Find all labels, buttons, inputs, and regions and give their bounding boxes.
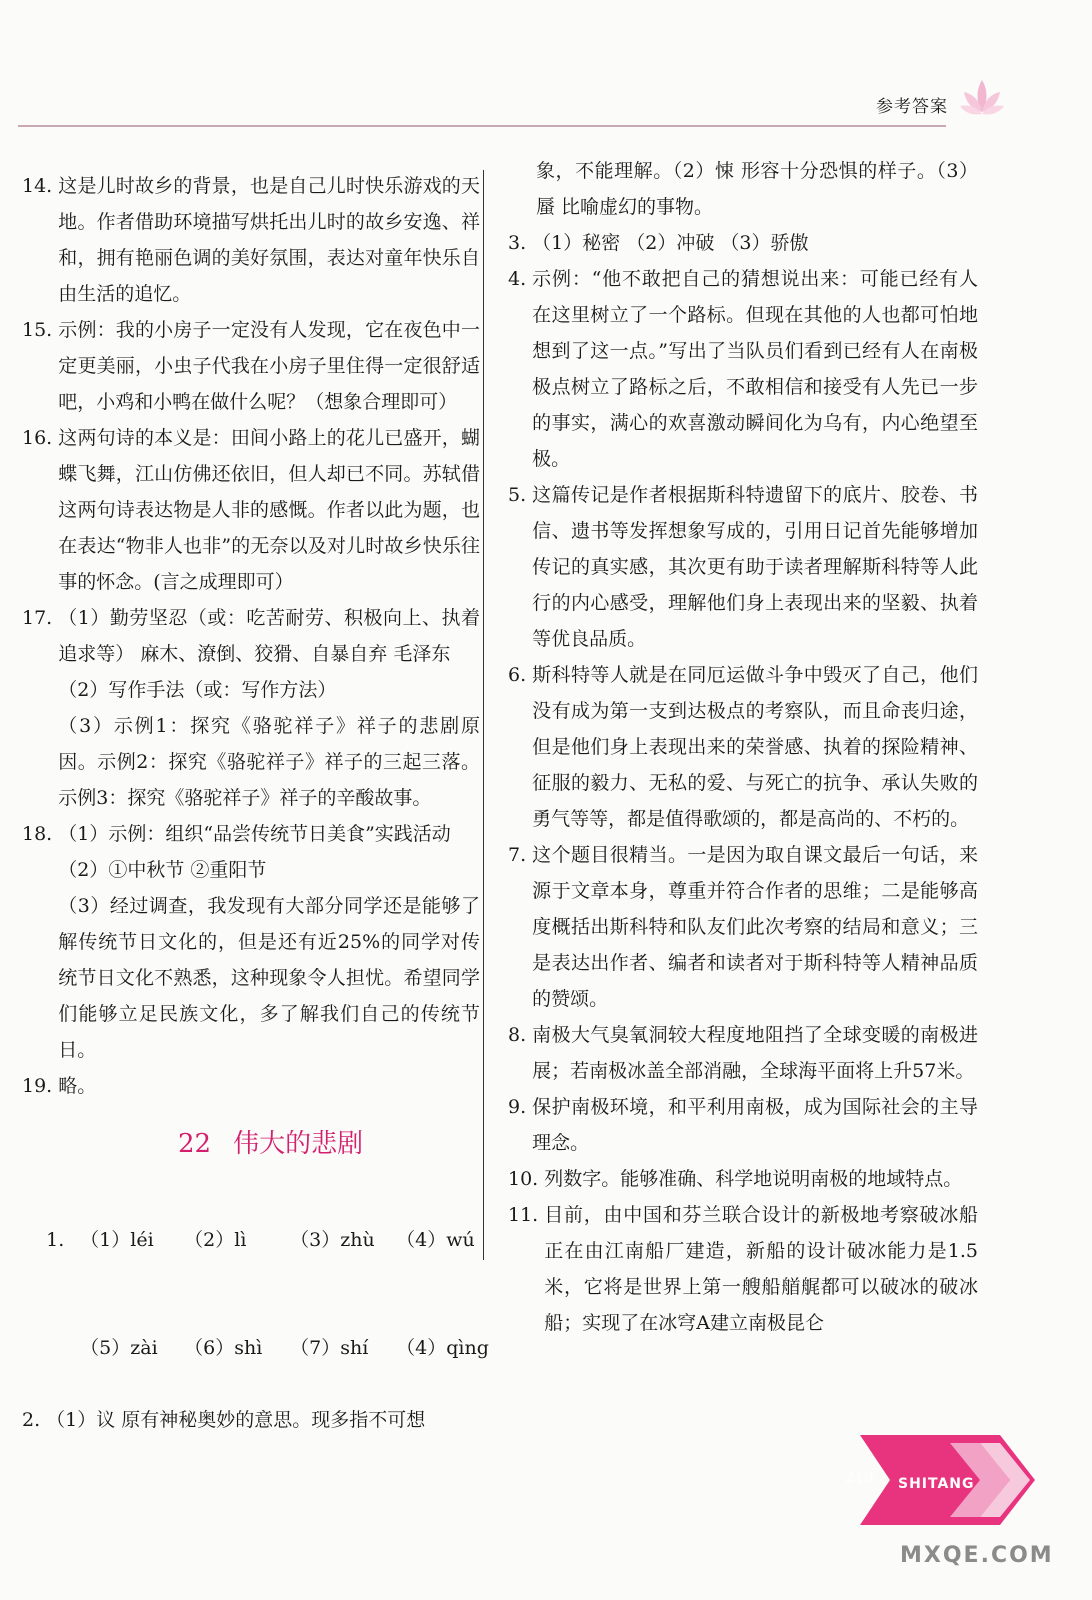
section-number: 22 — [178, 1129, 212, 1159]
answer-number: 16. — [22, 427, 59, 449]
answer-number: 18. — [22, 823, 59, 845]
answer-item-2 — [22, 1402, 480, 1438]
page-number: 219 — [845, 1468, 874, 1486]
pinyin-cell: （5）zài — [80, 1337, 158, 1359]
answer-text: 这个题目很精当。一是因为取自课文最后一句话，来源于文章本身，尊重并符合作者的思维；二是能够高度概括出斯科特和队友们此次考察的结局和意义；三是表达出作者、编者和读者对于斯科特等人精神品质的赞颂。 — [532, 844, 978, 1010]
answer-number: 9. — [508, 1096, 533, 1118]
answer-number: 7. — [508, 844, 533, 866]
pinyin-cell: （3）zhù — [290, 1229, 375, 1251]
section-title: 伟大的悲剧 — [233, 1129, 364, 1159]
answer-text: 列数字。能够准确、科学地说明南极的地域特点。 — [544, 1168, 963, 1190]
answer-item-5 — [508, 477, 978, 657]
answer-text: （3）经过调查，我发现有大部分同学还是能够了解传统节日文化的，但是还有近25%的同学对传统节日文化不熟悉，这种现象令人担忧。希望同学们能够立足民族文化，多了解我们自己的传统节日。 — [58, 895, 480, 1061]
answer-text: （2）写作手法（或：写作方法） — [58, 679, 337, 701]
pinyin-cell: （6）shì — [184, 1337, 263, 1359]
answer-number: 19. — [22, 1075, 59, 1097]
answer-item-4 — [508, 261, 978, 477]
answer-item-9 — [508, 1089, 978, 1161]
lotus-icon — [958, 76, 1006, 120]
answer-item-3 — [508, 225, 978, 261]
answer-text: 这篇传记是作者根据斯科特遗留下的底片、胶卷、书信、遗书等发挥想象写成的，引用日记首先能够增加传记的真实感，其次更有助于读者理解斯科特等人此行的内心感受，理解他们身上表现出来的坚毅、执着等优良品质。 — [532, 484, 978, 650]
answer-item-18 — [22, 816, 480, 1068]
left-column — [22, 168, 489, 1438]
pinyin-row — [22, 1294, 489, 1402]
answer-text: （1）议 原有神秘奥妙的意思。现多指不可想 — [46, 1409, 426, 1431]
answer-number: 6. — [508, 664, 533, 686]
answer-text: （3）示例1：探究《骆驼祥子》祥子的悲剧原因。示例2：探究《骆驼祥子》祥子的三起三落。示例3：探究《骆驼祥子》祥子的辛酸故事。 — [58, 715, 480, 809]
answer-number: 14. — [22, 175, 59, 197]
pinyin-cell: （2）lì — [184, 1229, 247, 1251]
answer-number: 15. — [22, 319, 59, 341]
pinyin-row — [22, 1186, 480, 1294]
answer-item-10 — [508, 1161, 978, 1197]
answer-text: 目前，由中国和芬兰联合设计的新极地考察破冰船正在由江南船厂建造，新船的设计破冰能力是1.5米，它将是世界上第一艘船艏艉都可以破冰的破冰船；实现了在冰穹A建立南极昆仑 — [544, 1204, 978, 1334]
answer-text: （1）秘密 （2）冲破 （3）骄傲 — [532, 232, 809, 254]
pinyin-cell: （1）léi — [80, 1229, 154, 1251]
answer-item-6 — [508, 657, 978, 837]
answer-item-2-continued — [508, 153, 978, 225]
header-rule — [18, 125, 946, 127]
answer-text: 象，不能理解。（2）悚 形容十分恐惧的样子。（3）蜃 比喻虚幻的事物。 — [536, 160, 978, 218]
answer-number: 8. — [508, 1024, 533, 1046]
answer-text: 示例：“他不敢把自己的猜想说出来：可能已经有人在这里树立了一个路标。但现在其他的人也都可怕地想到了这一点。”写出了当队员们看到已经有人在南极极点树立了路标之后，不敢相信和接受有人先已一步的事实，满心的欢喜激动瞬间化为乌有，内心绝望至极。 — [532, 268, 978, 470]
answer-text: 这是儿时故乡的背景，也是自己儿时快乐游戏的天地。作者借助环境描写烘托出儿时的故乡安逸、祥和，拥有艳丽色调的美好氛围，表达对童年快乐自由生活的追忆。 — [58, 175, 480, 305]
column-divider — [483, 170, 484, 1260]
answer-text: 斯科特等人就是在同厄运做斗争中毁灭了自己，他们没有成为第一支到达极点的考察队，而且命丧归途，但是他们身上表现出来的荣誉感、执着的探险精神、征服的毅力、无私的爱、与死亡的抗争、承认失败的勇气等等，都是值得歌颂的，都是高尚的、不朽的。 — [532, 664, 978, 830]
answer-number: 3. — [508, 232, 533, 254]
answer-item-7 — [508, 837, 978, 1017]
pinyin-cell: （7）shí — [290, 1337, 369, 1359]
pinyin-cell: （4）wú — [396, 1229, 475, 1251]
pinyin-cell: （4）qìng — [396, 1337, 489, 1359]
answer-text: （1）示例：组织“品尝传统节日美食”实践活动 — [58, 823, 451, 845]
answer-item-11 — [508, 1197, 978, 1341]
answer-text: 南极大气臭氧洞较大程度地阻挡了全球变暖的南极进展；若南极冰盖全部消融，全球海平面将上升57米。 — [532, 1024, 978, 1082]
answer-item-16 — [22, 420, 480, 600]
answer-text: 示例：我的小房子一定没有人发现，它在夜色中一定更美丽，小虫子代我在小房子里住得一定很舒适吧，小鸡和小鸭在做什么呢？（想象合理即可） — [58, 319, 480, 413]
answer-item-19 — [22, 1068, 480, 1104]
series-mark: SHITANG — [898, 1476, 975, 1492]
answer-item-8 — [508, 1017, 978, 1089]
section-heading — [22, 1126, 480, 1162]
watermark: MXQE.COM — [900, 1543, 1054, 1568]
answer-text: 这两句诗的本义是：田间小路上的花儿已盛开，蝴蝶飞舞，江山仿佛还依旧，但人却已不同。苏轼借这两句诗表达物是人非的感慨。作者以此为题，也在表达“物非人也非”的无奈以及对儿时故乡快乐往事的怀念。(言之成理即可） — [58, 427, 480, 593]
answer-text: （2）①中秋节 ②重阳节 — [58, 859, 267, 881]
answer-text: （1）勤劳坚忍（或：吃苦耐劳、积极向上、执着追求等） 麻木、潦倒、狡猾、自暴自弃 毛泽东 — [58, 607, 480, 665]
answer-number: 11. — [508, 1204, 545, 1226]
pinyin-cell: 1. — [46, 1229, 65, 1251]
answer-number: 17. — [22, 607, 59, 629]
answer-text: 略。 — [58, 1075, 97, 1097]
answer-text: 保护南极环境，和平利用南极，成为国际社会的主导理念。 — [532, 1096, 978, 1154]
answer-item-14 — [22, 168, 480, 312]
answer-number: 2. — [22, 1409, 47, 1431]
answer-number: 4. — [508, 268, 533, 290]
answer-item-15 — [22, 312, 480, 420]
right-column — [508, 153, 978, 1341]
header-label: 参考答案 — [876, 97, 948, 117]
answer-number: 10. — [508, 1168, 545, 1190]
answer-item-17 — [22, 600, 480, 816]
answer-number: 5. — [508, 484, 533, 506]
